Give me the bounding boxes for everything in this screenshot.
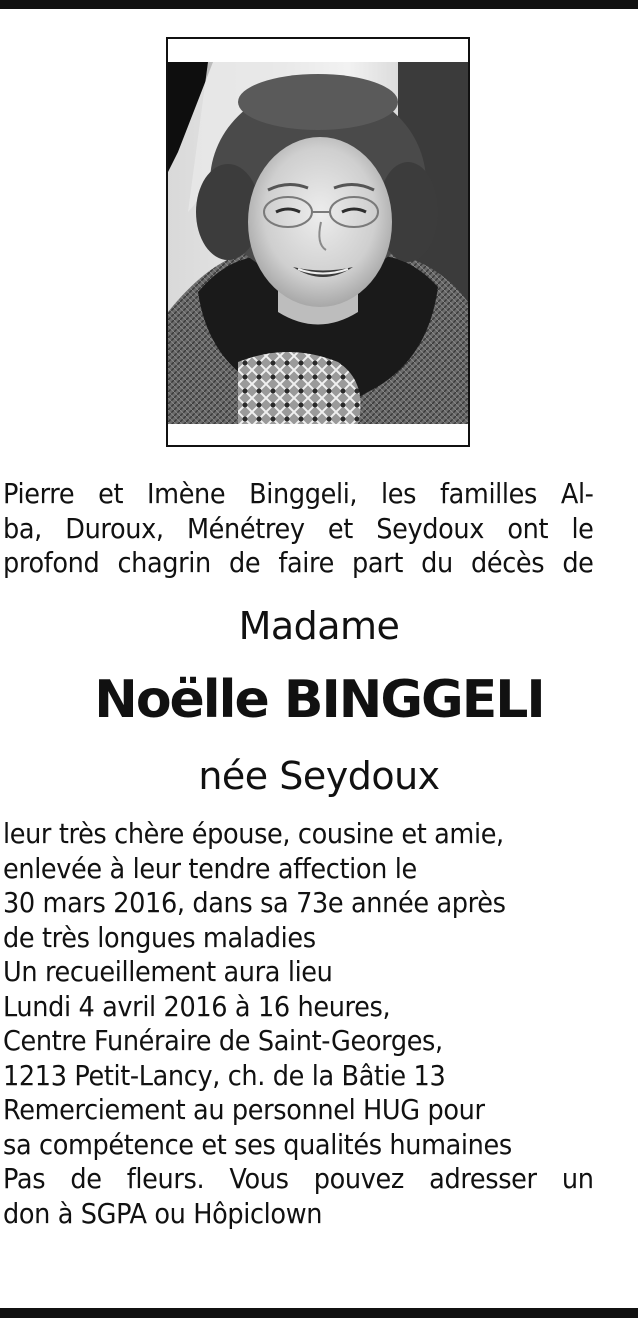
body-line: sa compétence et ses qualités humaines xyxy=(3,1128,512,1161)
body-line: Lundi 4 avril 2016 à 16 heures, xyxy=(3,990,391,1023)
deceased-name: Noëlle BINGGELI xyxy=(94,670,544,730)
top-rule xyxy=(0,0,638,9)
intro-line: ba, Duroux, Ménétrey et Seydoux ont le xyxy=(3,512,594,545)
body-line: Un recueillement aura lieu xyxy=(3,956,333,988)
body-line: leur très chère épouse, cousine et amie, xyxy=(3,818,504,850)
body-paragraph xyxy=(3,817,594,1231)
body-line: enlevée à leur tendre affection le xyxy=(3,852,417,885)
honorific: Madame xyxy=(238,604,400,648)
intro-line: profond chagrin de faire part du décès de xyxy=(3,547,594,579)
portrait-frame xyxy=(166,37,470,447)
intro-line: Pierre et Imène Binggeli, les familles Al- xyxy=(3,478,594,510)
body-line: 1213 Petit-Lancy, ch. de la Bâtie 13 xyxy=(3,1059,446,1092)
portrait-photo xyxy=(168,62,468,424)
bottom-rule xyxy=(0,1308,638,1318)
body-line: don à SGPA ou Hôpiclown xyxy=(3,1197,323,1230)
body-line: Remerciement au personnel HUG pour xyxy=(3,1094,485,1126)
body-line: Centre Funéraire de Saint-Georges, xyxy=(3,1025,443,1057)
intro-paragraph xyxy=(3,477,594,581)
body-line: 30 mars 2016, dans sa 73e année après xyxy=(3,887,506,919)
body-line: de très longues maladies xyxy=(3,921,316,954)
body-line: Pas de fleurs. Vous pouvez adresser un xyxy=(3,1163,594,1195)
maiden-name: née Seydoux xyxy=(198,754,440,798)
